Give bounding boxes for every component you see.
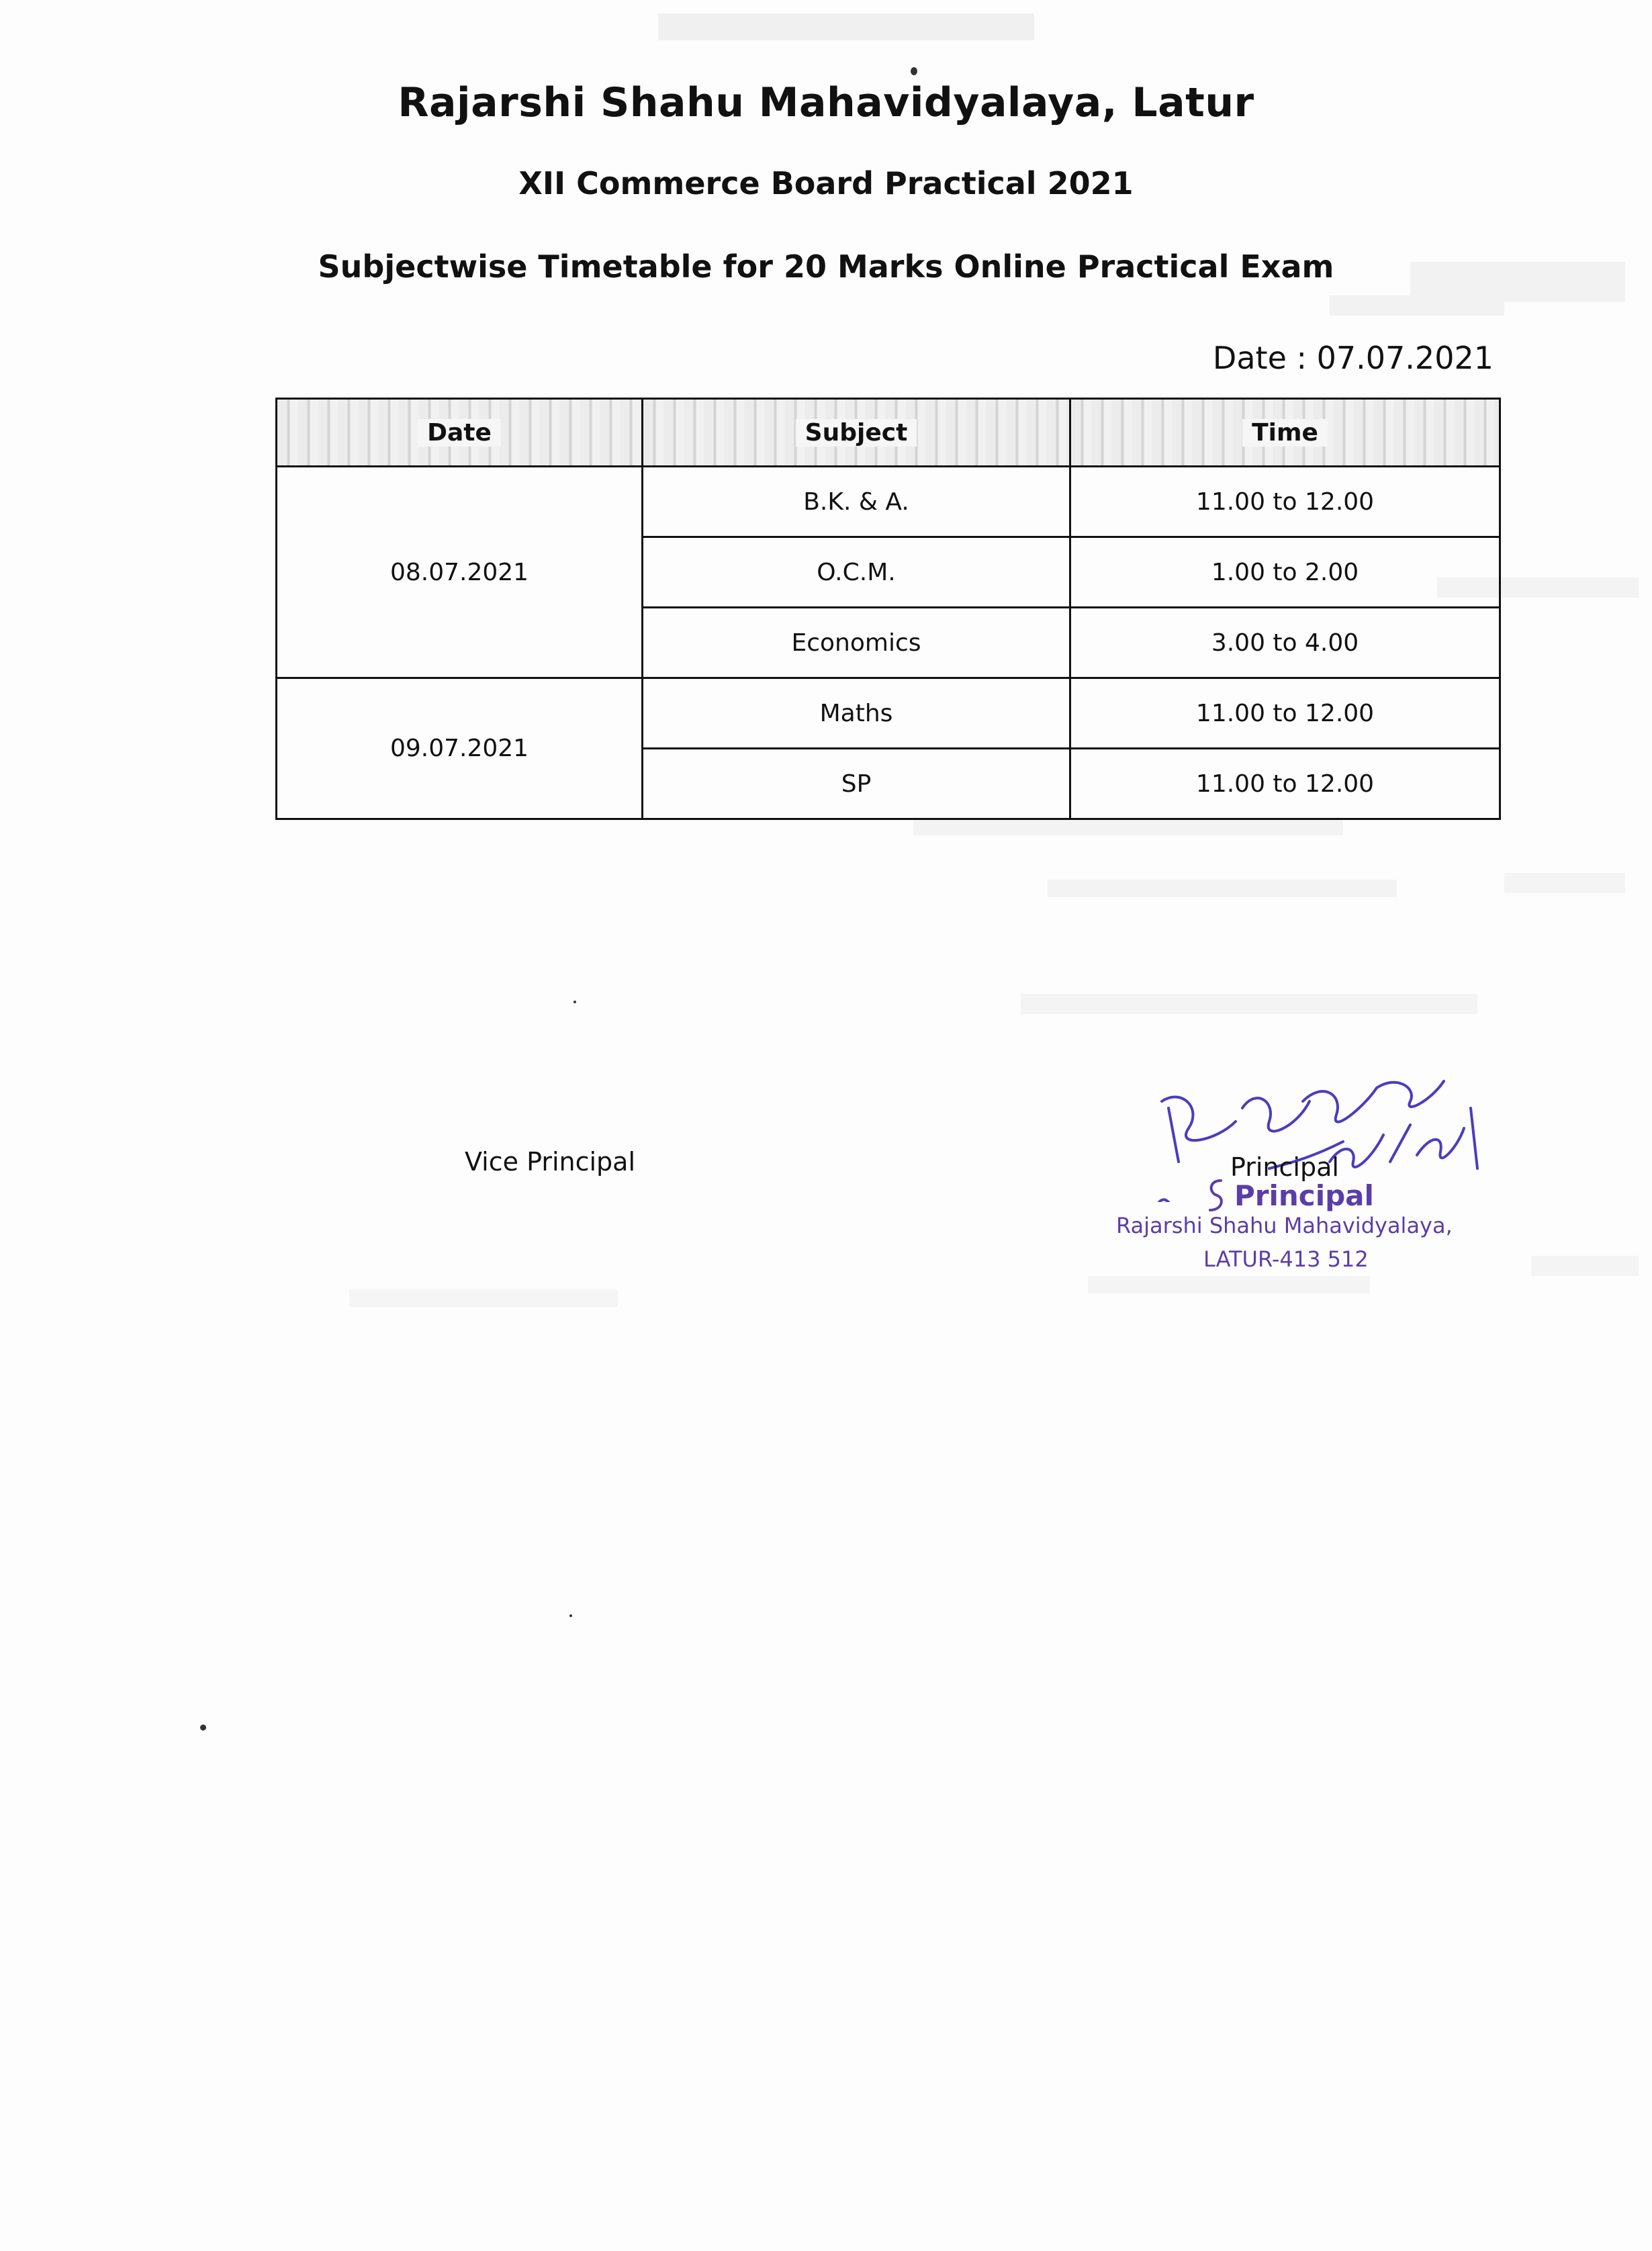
- exam-title: XII Commerce Board Practical 2021: [518, 165, 1134, 201]
- subject-cell: O.C.M.: [643, 537, 1070, 608]
- speck-mark: [573, 1001, 576, 1003]
- stamp-institution: Rajarshi Shahu Mahavidyalaya,: [1116, 1213, 1453, 1238]
- header-time: Time: [1070, 399, 1500, 467]
- timetable-subtitle: Subjectwise Timetable for 20 Marks Online Practical Exam: [318, 248, 1334, 285]
- table-row: [277, 678, 1500, 749]
- speck-mark: [200, 1725, 206, 1731]
- stamp-title: Principal: [1234, 1179, 1374, 1212]
- subject-cell: Maths: [643, 678, 1070, 749]
- speck-mark: [911, 67, 917, 75]
- subject-cell: Economics: [643, 608, 1070, 678]
- time-cell: 3.00 to 4.00: [1070, 608, 1500, 678]
- vice-principal-label: Vice Principal: [465, 1147, 635, 1177]
- subject-cell: SP: [643, 749, 1070, 819]
- header-date: Date: [277, 399, 643, 467]
- speck-mark: [569, 1614, 572, 1617]
- time-cell: 11.00 to 12.00: [1070, 467, 1500, 537]
- document-date: Date : 07.07.2021: [1212, 340, 1494, 376]
- stamp-address: LATUR-413 512: [1203, 1246, 1369, 1272]
- timetable: [275, 398, 1501, 820]
- time-cell: 11.00 to 12.00: [1070, 678, 1500, 749]
- table-row: [277, 467, 1500, 537]
- time-cell: 11.00 to 12.00: [1070, 749, 1500, 819]
- principal-label: Principal: [1230, 1152, 1339, 1182]
- date-cell: 09.07.2021: [277, 678, 643, 819]
- subject-cell: B.K. & A.: [643, 467, 1070, 537]
- stamp-hook-mark: [1202, 1177, 1229, 1214]
- institution-title: Rajarshi Shahu Mahavidyalaya, Latur: [398, 79, 1254, 126]
- time-cell: 1.00 to 2.00: [1070, 537, 1500, 608]
- header-subject: Subject: [643, 399, 1070, 467]
- table-header-row: [277, 399, 1500, 467]
- date-cell: 08.07.2021: [277, 467, 643, 678]
